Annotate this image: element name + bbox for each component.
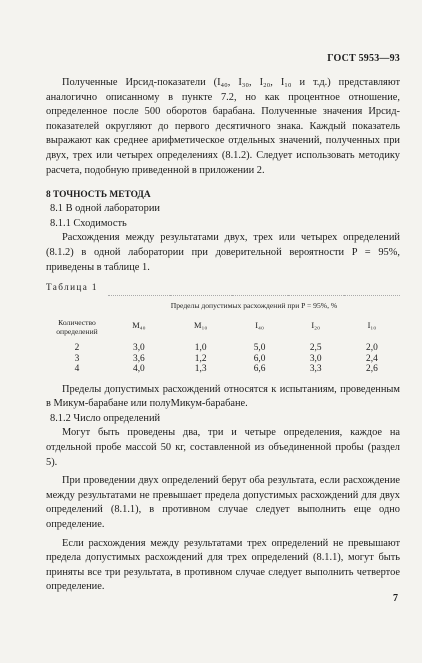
table-cell: 6,0 [253,353,266,364]
table-cell: 1,3 [194,364,207,375]
table-cell: 3,6 [133,353,145,364]
table-cell: 5,0 [253,343,266,354]
table-col-header: M₁₀ [194,320,208,330]
table-cell: 3,0 [309,353,322,364]
paragraph-three-determinations: Если расхождения между результатами трех определений не превышают предела допустимых расхождений для трех определений (8.1.1), могут быть приняты все три результата, в противном случае следует выполнить четвертое определение. [46,537,400,593]
table-cell: 3,3 [309,364,322,375]
page-number: 7 [393,593,398,604]
subsection-8-1-title: 8.1 В одной лаборатории [50,203,160,215]
table-row [46,336,400,354]
table-col-header: I₁₀ [367,320,377,330]
table-cell: 2,6 [366,364,378,375]
table-row [46,354,400,365]
page-content [46,76,400,595]
table-cell: 2,0 [366,343,378,354]
document-code: ГОСТ 5953—93 [327,53,400,64]
table-cell: 3 [74,353,80,364]
table-cell: 6,6 [253,364,266,375]
paragraph-irsid: Полученные Ирсид-показатели (I₄₀, I₃₀, I₂₀, I₁₀ и т.д.) представляют аналогично описанному в пункте 7.2, но как процентное отношение, определенное после 500 оборотов барабана. Полученные значения Ирсид-показателей округляют до первого десятичного знака. Каждый показатель выражают как среднее арифметическое отдельных значений, полученных при двух, трех или четырех определениях (8.1.2). Следует использовать методику расчета, подобную приведенной в приложении 2. [46,77,400,176]
tolerance-table [46,295,400,377]
subsection-8-1-2-title: 8.1.2 Число определений [50,412,161,424]
table-cell: 2,4 [366,353,378,364]
subsection-8-1-1-title: 8.1.1 Сходимость [50,217,127,229]
table-col-header: I₄₀ [255,320,264,330]
table-caption: Таблица 1 [46,282,98,293]
paragraph-two-determinations: При проведении двух определений берут оба результата, если расхождение между результатами не превышает предела допустимых расхождений для двух определений (8.1.1), в противном случае следует выполнить еще одно определение. [46,475,400,530]
table-cell: 1,2 [194,353,207,364]
table-cell: 3,0 [133,343,145,354]
table-col-header: I₂₀ [311,320,321,330]
table-group-header: Пределы допустимых расхождений при P = 95%, % [108,296,400,315]
paragraph-convergence: Расхождения между результатами двух, трех или четырех определений (8.1.2) в одной лаборатории при доверительной вероятности P = 95%, приведены в таблице 1. [46,232,400,273]
table-cell: 1,0 [194,343,207,354]
table-cell: 2,5 [309,343,322,354]
table-row-header: Количество определений [56,318,98,337]
section-8-title: 8 ТОЧНОСТЬ МЕТОДА [46,190,151,201]
table-cell: 4,0 [133,364,145,375]
table-cell: 2 [74,343,80,354]
paragraph-limits: Пределы допустимых расхождений относятся к испытаниям, проведенным в Микум-барабане или полуМикум-барабане. [46,383,400,410]
table-cell: 4 [74,364,80,375]
paragraph-count: Могут быть проведены два, три и четыре определения, каждое на отдельной пробе массой 50 кг, составленной из объединенной пробы (раздел 5). [46,427,400,468]
table-col-header: M₄₀ [132,320,146,330]
table-row [46,364,400,377]
